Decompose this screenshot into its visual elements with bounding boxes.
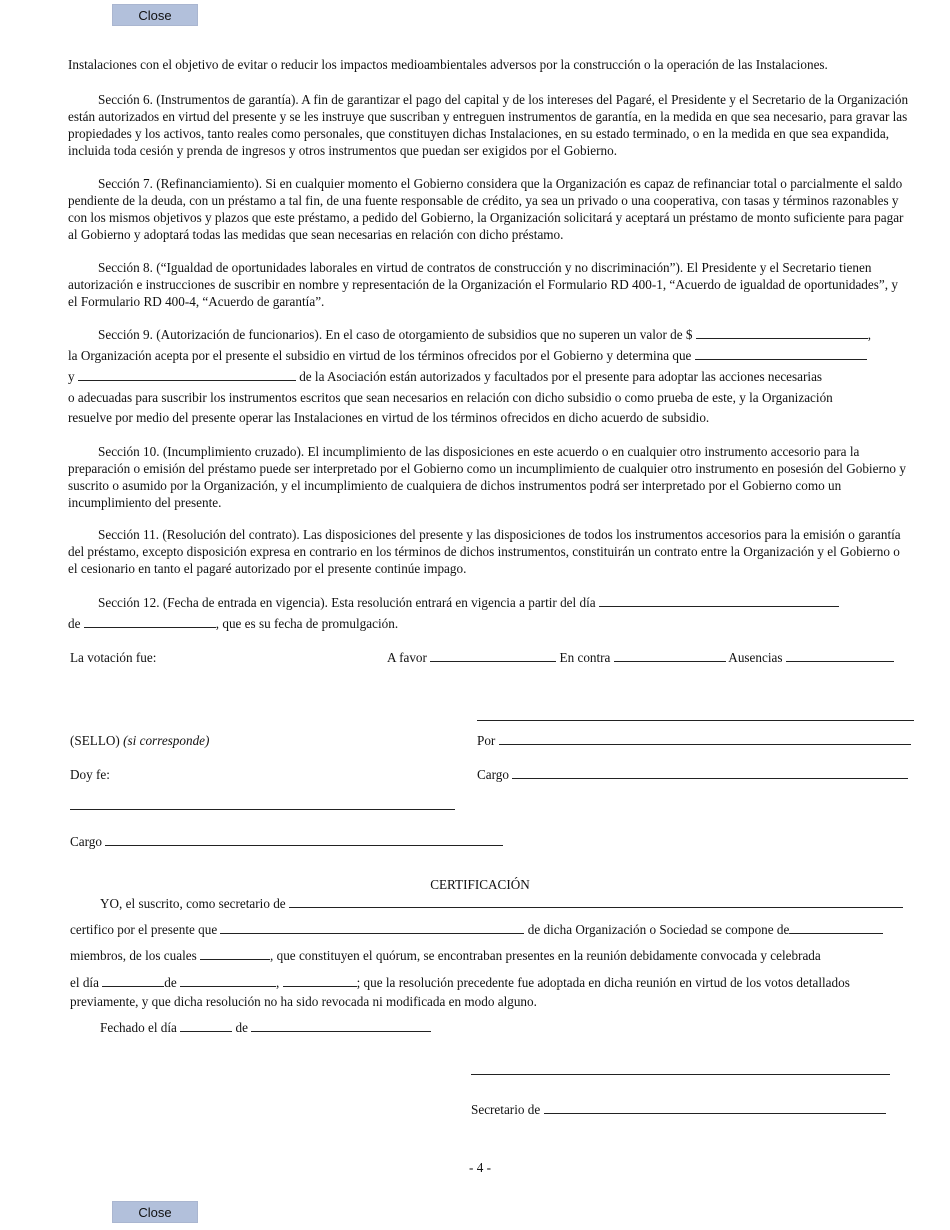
certification-line-1: YO, el suscrito, como secretario de xyxy=(100,895,903,912)
section-10-paragraph: Sección 10. (Incumplimiento cruzado). El incumplimiento de las disposiciones en este acuerdo o en cualquier otro instrumento accesorio para la preparación o emisión del préstamo puede ser interpretado por el Gobierno como un incumplimiento de cualquier otro instrumento en posesión del Gobierno y suscrito o asumido por la Organización, y el incumplimiento de cualquiera de dichos instrumentos podrá ser interpretado por el Gobierno como un incumplimiento del presente. xyxy=(68,444,906,510)
dated-line: Fechado el día de xyxy=(100,1019,431,1036)
dated-month-blank[interactable] xyxy=(251,1019,431,1032)
officer-2-blank[interactable] xyxy=(78,368,296,381)
section-7-paragraph: Sección 7. (Refinanciamiento). Si en cualquier momento el Gobierno considera que la Organización es capaz de refinanciar total o parcialmente el saldo pendiente de la deuda, con un préstamo a tal fin, de una fuente responsable de crédito, ya sea un privado o una cooperativa, con tasas y términos razonables y con los mismos objetivos y plazos que este préstamo, a pedido del Gobierno, la Organización solicitará y aceptará un préstamo de monto suficiente para pagar al Gobierno y adoptará todas las medidas que sean necesarias en relación con dicho préstamo. xyxy=(68,176,904,242)
close-button-bottom[interactable]: Close xyxy=(112,1201,198,1223)
votes-in-favor-blank[interactable] xyxy=(430,649,556,662)
intro-paragraph: Instalaciones con el objetivo de evitar o reducir los impactos medioambientales adversos por la construcción o la operación de las Instalaciones. xyxy=(68,57,828,72)
section-8-paragraph: Sección 8. (“Igualdad de oportunidades laborales en virtud de contratos de construcción y no discriminación”). El Presidente y el Secretario tienen autorización e instrucciones de suscribir en nombre y representación de la Organización el Formulario RD 400-1, “Acuerdo de igualdad de oportunidades”, y el Formulario RD 400-4, “Acuerdo de garantía”. xyxy=(68,260,898,309)
title-line-left: Cargo xyxy=(70,833,503,850)
section-6-paragraph: Sección 6. (Instrumentos de garantía). A fin de garantizar el pago del capital y de los intereses del Pagaré, el Presidente y el Secretario de la Organización están autorizados en virtud del presente y se les instruye que suscriban y entreguen instrumentos de garantía, en la medida en que sea necesario, para gravar las propiedades y los activos, tanto reales como personales, que constituyen dichas Instalaciones, en su estado terminado, o en la medida en que sea expandida, incluida toda cesión y prenda de ingresos y otros instrumentos que puedan ser exigidos por el Gobierno. xyxy=(68,92,909,158)
governing-body-blank[interactable] xyxy=(220,921,524,934)
attest-signature-line[interactable] xyxy=(70,809,455,810)
meeting-day-blank[interactable] xyxy=(102,974,164,987)
title-line-right: Cargo xyxy=(477,766,908,783)
absences-blank[interactable] xyxy=(786,649,894,662)
officer-1-blank[interactable] xyxy=(695,347,867,360)
meeting-year-blank[interactable] xyxy=(283,974,357,987)
certification-line-5: previamente, y que dicha resolución no ha sido revocada ni modificada en modo alguno. xyxy=(70,994,537,1009)
secretary-org-blank[interactable] xyxy=(544,1101,886,1114)
meeting-month-blank[interactable] xyxy=(180,974,276,987)
title-left-blank[interactable] xyxy=(105,833,503,846)
by-name-blank[interactable] xyxy=(499,732,911,745)
dated-day-blank[interactable] xyxy=(180,1019,232,1032)
section-9-line-4: o adecuadas para suscribir los instrumentos escritos que sean necesarios en relación con dicho subsidio o como prueba de este, y la Organización xyxy=(68,390,833,405)
votes-against-blank[interactable] xyxy=(614,649,726,662)
vote-label: La votación fue: xyxy=(70,650,157,665)
page-number: - 4 - xyxy=(469,1160,491,1175)
certification-heading: CERTIFICACIÓN xyxy=(430,877,530,892)
section-12-line-2: de , que es su fecha de promulgación. xyxy=(68,616,399,631)
section-9-line-1: Sección 9. (Autorización de funcionarios). En el caso de otorgamiento de subsidios que no superen un valor de $ , xyxy=(98,327,872,342)
organization-name-blank[interactable] xyxy=(289,895,903,908)
close-button-top[interactable]: Close xyxy=(112,4,198,26)
title-right-blank[interactable] xyxy=(512,766,908,779)
present-count-blank[interactable] xyxy=(200,947,270,960)
signature-line[interactable] xyxy=(477,720,914,721)
secretary-line: Secretario de xyxy=(471,1101,886,1118)
certification-line-2: certifico por el presente que de dicha Organización o Sociedad se compone de xyxy=(70,921,883,938)
section-9-line-3: y de la Asociación están autorizados y facultados por el presente para adoptar las acciones necesarias xyxy=(68,369,823,384)
seal-label: (SELLO) (si corresponde) xyxy=(70,733,210,748)
attest-label: Doy fe: xyxy=(70,767,110,782)
section-9-line-2: la Organización acepta por el presente el subsidio en virtud de los términos ofrecidos por el Gobierno y determina que xyxy=(68,347,867,364)
vote-counts: A favor En contra Ausencias xyxy=(387,649,894,666)
section-11-paragraph: Sección 11. (Resolución del contrato). Las disposiciones del presente y las disposiciones de todos los instrumentos accesorios para la emisión o garantía del préstamo, excepto disposición expresa en contrario en los términos de dichos instrumentos, constituirán un contrato entre la Organización y el Gobierno o el cesionario en tanto el pagaré autorizado por el presente continúe impago. xyxy=(68,527,901,576)
section-12-line-1: Sección 12. (Fecha de entrada en vigencia). Esta resolución entrará en vigencia a partir del día xyxy=(98,594,839,611)
effective-day-blank[interactable] xyxy=(599,594,839,607)
certification-line-4: el día de , ; que la resolución precedente fue adoptada en dicha reunión en virtud de los votos detallados xyxy=(70,975,850,990)
secretary-signature-line[interactable] xyxy=(471,1074,890,1075)
by-line: Por xyxy=(477,732,911,749)
grant-amount-blank[interactable] xyxy=(696,326,868,339)
effective-month-blank[interactable] xyxy=(84,615,216,628)
certification-line-3: miembros, de los cuales , que constituyen el quórum, se encontraban presentes en la reunión debidamente convocada y celebrada xyxy=(70,948,821,963)
member-count-blank[interactable] xyxy=(789,921,883,934)
section-9-line-5: resuelve por medio del presente operar las Instalaciones en virtud de los términos ofrecidos en dicho acuerdo de subsidio. xyxy=(68,410,710,425)
